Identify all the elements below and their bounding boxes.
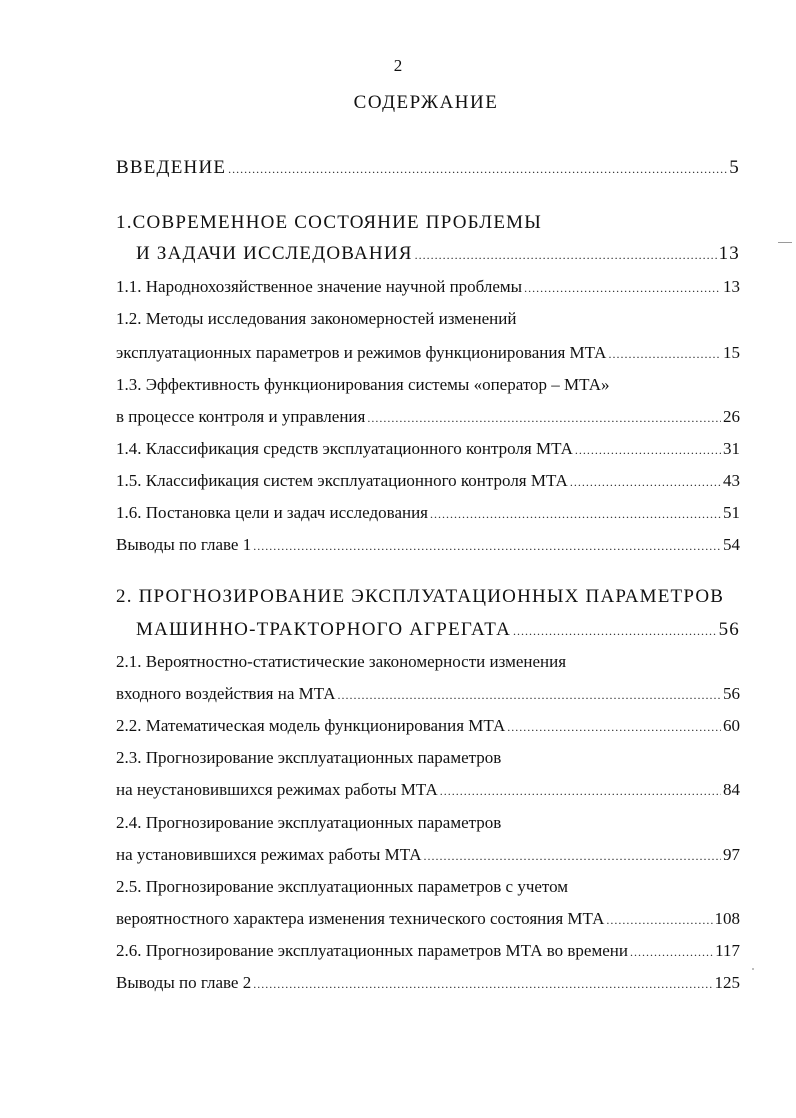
toc-entry <box>116 274 740 300</box>
toc-entry <box>116 842 740 868</box>
dot-leader <box>507 714 721 740</box>
dot-leader <box>253 971 712 997</box>
dot-leader <box>228 156 727 182</box>
dot-leader <box>608 341 721 367</box>
dot-leader <box>575 437 721 463</box>
toc-entry-line <box>116 745 740 771</box>
toc-entry-page: 5 <box>729 157 740 178</box>
toc-entry-text: 1.6. Постановка цели и задач исследования <box>116 503 429 522</box>
dot-leader <box>367 405 721 431</box>
toc-entry-page: 117 <box>715 941 740 960</box>
toc-entry-text: 2.1. Вероятностно-статистические закономерности изменения <box>116 652 567 671</box>
chapter-heading <box>116 584 740 610</box>
dot-leader <box>430 501 721 527</box>
toc-entry-page: 56 <box>718 619 740 640</box>
toc-entry <box>116 468 740 494</box>
toc-entry-page: 13 <box>723 277 740 296</box>
toc-entry-page: 51 <box>723 503 740 522</box>
toc-entry-page: 97 <box>723 845 740 864</box>
scan-speck <box>752 968 754 970</box>
scan-margin-mark <box>778 242 792 243</box>
toc-entry <box>116 906 740 932</box>
toc-entry-line <box>116 372 740 398</box>
dot-leader <box>424 843 721 869</box>
toc-entry-text: 1.3. Эффективность функционирования системы «оператор – МТА» <box>116 375 610 394</box>
toc-entry <box>116 241 740 267</box>
toc-entry-page: 54 <box>723 535 740 554</box>
dot-leader <box>606 907 712 933</box>
toc-entry <box>116 777 740 803</box>
toc-entry <box>116 340 740 366</box>
toc-entry-text: 1.4. Классификация средств эксплуатационного контроля МТА <box>116 439 573 458</box>
toc-entry-text: Выводы по главе 1 <box>116 535 252 554</box>
toc-entry-text: входного воздействия на МТА <box>116 684 336 703</box>
toc-entry-text: эксплуатационных параметров и режимов функционирования МТА <box>116 343 607 362</box>
toc-entry-text: 2.5. Прогнозирование эксплуатационных параметров с учетом <box>116 877 569 896</box>
toc-entry <box>116 938 740 964</box>
dot-leader <box>630 939 713 965</box>
toc-entry-page: 56 <box>723 684 740 703</box>
toc-entry-page: 26 <box>723 407 740 426</box>
dot-leader <box>338 682 721 708</box>
toc-entry <box>116 500 740 526</box>
toc-entry-page: 84 <box>723 780 740 799</box>
toc-entry-text: вероятностного характера изменения технического состояния МТА <box>116 909 605 928</box>
toc-entry-text: Выводы по главе 2 <box>116 973 252 992</box>
toc-entry-text: МАШИННО-ТРАКТОРНОГО АГРЕГАТА <box>136 619 512 640</box>
toc-entry-text: 1.2. Методы исследования закономерностей изменений <box>116 309 517 328</box>
toc-entry <box>116 436 740 462</box>
toc-entry-text: 2.4. Прогнозирование эксплуатационных параметров <box>116 813 502 832</box>
toc-entry-text: 1.СОВРЕМЕННОЕ СОСТОЯНИЕ ПРОБЛЕМЫ <box>116 212 543 233</box>
toc-entry-line <box>116 874 740 900</box>
toc-entry <box>116 617 740 643</box>
toc-entry <box>116 532 740 558</box>
toc-entry-text: 1.5. Классификация систем эксплуатационного контроля МТА <box>116 471 568 490</box>
dot-leader <box>415 242 717 268</box>
toc-entry-text: 2.2. Математическая модель функционирования МТА <box>116 716 506 735</box>
dot-leader <box>440 778 721 804</box>
toc-entry-page: 125 <box>714 973 740 992</box>
toc-entry-page: 31 <box>723 439 740 458</box>
toc-entry-text: И ЗАДАЧИ ИССЛЕДОВАНИЯ <box>136 243 413 264</box>
chapter-heading <box>116 210 740 236</box>
dot-leader <box>524 275 721 301</box>
toc-entry-page: 43 <box>723 471 740 490</box>
dot-leader <box>570 469 721 495</box>
page-title: СОДЕРЖАНИЕ <box>353 92 499 113</box>
toc-entry-text: 2.3. Прогнозирование эксплуатационных параметров <box>116 748 502 767</box>
toc-entry-line <box>116 649 740 675</box>
dot-leader <box>253 533 721 559</box>
toc-entry-text: в процессе контроля и управления <box>116 407 366 426</box>
toc-entry-text: на неустановившихся режимах работы МТА <box>116 780 438 799</box>
toc-entry-text: 1.1. Народнохозяйственное значение научной проблемы <box>116 277 523 296</box>
page-number: 2 <box>393 56 403 75</box>
toc-entry-text: ВВЕДЕНИЕ <box>116 157 227 178</box>
toc-entry-line <box>116 810 740 836</box>
toc-entry <box>116 681 740 707</box>
toc-entry-text: 2.6. Прогнозирование эксплуатационных параметров МТА во времени <box>116 941 628 960</box>
dot-leader <box>513 618 717 644</box>
toc-entry-page: 15 <box>723 343 740 362</box>
toc-entry-line <box>116 306 740 332</box>
toc-entry <box>116 713 740 739</box>
toc-entry <box>116 155 740 181</box>
toc-entry-page: 60 <box>723 716 740 735</box>
toc-entry-page: 13 <box>718 243 740 264</box>
toc-entry-page: 108 <box>714 909 740 928</box>
toc-entry <box>116 404 740 430</box>
toc-entry <box>116 970 740 996</box>
toc-entry-text: 2. ПРОГНОЗИРОВАНИЕ ЭКСПЛУАТАЦИОННЫХ ПАРАМЕТРОВ <box>116 586 725 607</box>
toc-entry-text: на установившихся режимах работы МТА <box>116 845 422 864</box>
